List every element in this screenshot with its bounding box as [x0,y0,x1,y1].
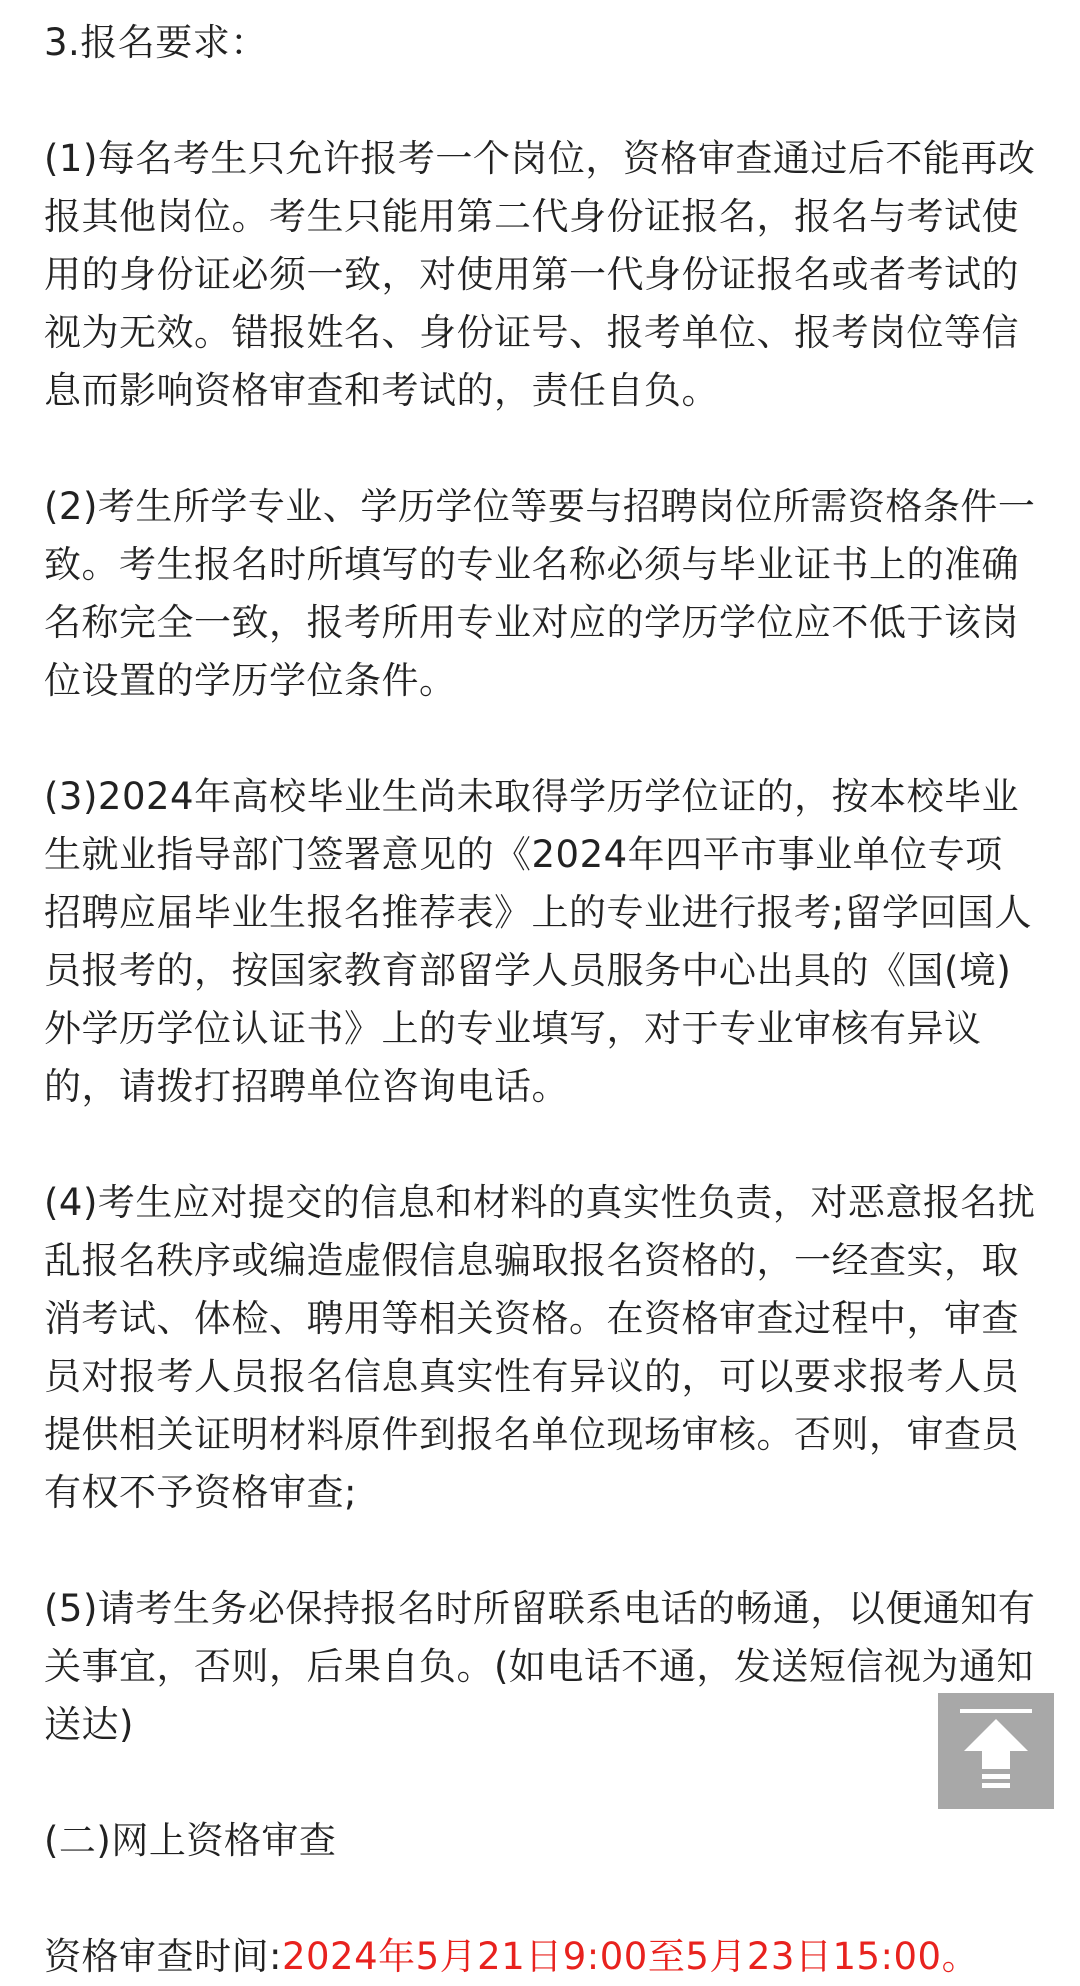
requirement-paragraph-2: (2)考生所学专业、学历学位等要与招聘岗位所需资格条件一致。考生报名时所填写的专业名称必须与毕业证书上的准确名称完全一致，报考所用专业对应的学历学位应不低于该岗位设置的学历学位条件。 [44,485,1036,702]
requirement-paragraph-3: (3)2024年高校毕业生尚未取得学历学位证的，按本校毕业生就业指导部门签署意见的《2024年四平市事业单位专项招聘应届毕业生报名推荐表》上的专业进行报考;留学回国人员报考的，按国家教育部留学人员服务中心出具的《国(境)外学历学位认证书》上的专业填写，对于专业审核有异议的，请拨打招聘单位咨询电话。 [44,775,1032,1108]
subsection-title: (二)网上资格审查 [44,1819,337,1862]
review-time-line [44,1928,1036,1986]
back-to-top-button[interactable] [938,1693,1054,1809]
requirement-paragraph-1: (1)每名考生只允许报考一个岗位，资格审查通过后不能再改报其他岗位。考生只能用第二代身份证报名，报名与考试使用的身份证必须一致，对使用第一代身份证报名或者考试的视为无效。错报姓名、身份证号、报考单位、报考岗位等信息而影响资格审查和考试的，责任自负。 [44,137,1036,412]
section-title: 3.报名要求： [44,21,268,64]
arrow-up-to-line-icon [938,1693,1054,1809]
review-time-value: 2024年5月21日9:00至5月23日15:00。 [281,1935,980,1978]
requirement-paragraph-4: (4)考生应对提交的信息和材料的真实性负责，对恶意报名扰乱报名秩序或编造虚假信息骗取报名资格的，一经查实，取消考试、体检、聘用等相关资格。在资格审查过程中，审查员对报考人员报名信息真实性有异议的，可以要求报考人员提供相关证明材料原件到报名单位现场审核。否则，审查员有权不予资格审查; [44,1181,1036,1514]
requirement-paragraph-5: (5)请考生务必保持报名时所留联系电话的畅通，以便通知有关事宜，否则，后果自负。(如电话不通，发送短信视为通知送达) [44,1587,1036,1746]
article-content [44,14,1036,1986]
review-time-label: 资格审查时间: [44,1935,282,1978]
